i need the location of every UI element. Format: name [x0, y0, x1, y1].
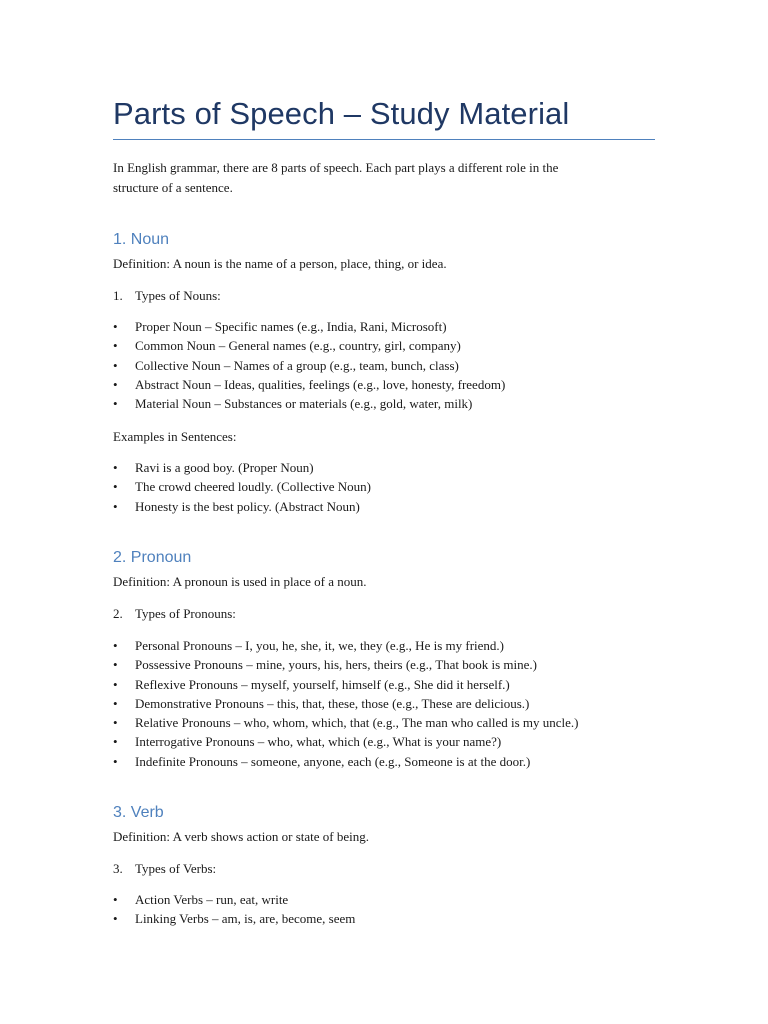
- verb-definition: Definition: A verb shows action or state of being.: [113, 829, 369, 844]
- list-item-text: Personal Pronouns – I, you, he, she, it, we, they (e.g., He is my friend.): [135, 638, 504, 653]
- list-item: [113, 655, 578, 674]
- list-number: 1.: [113, 288, 123, 303]
- noun-types-label: Types of Nouns:: [135, 288, 221, 303]
- list-item-text: Proper Noun – Specific names (e.g., India, Rani, Microsoft): [135, 319, 447, 334]
- list-number: 2.: [113, 606, 123, 621]
- title-underline-rule: [113, 139, 655, 140]
- list-item: [113, 675, 578, 694]
- bullet-icon: •: [113, 676, 118, 692]
- list-item-text: Collective Noun – Names of a group (e.g., team, bunch, class): [135, 357, 459, 373]
- noun-examples-list: [113, 458, 371, 516]
- verb-types-numbered-item: [113, 859, 216, 878]
- list-item: [113, 890, 355, 909]
- intro-paragraph-line-2: structure of a sentence.: [113, 180, 233, 195]
- document-title: Parts of Speech – Study Material: [113, 96, 570, 131]
- noun-definition: Definition: A noun is the name of a person, place, thing, or idea.: [113, 256, 447, 271]
- list-item: [113, 458, 371, 477]
- list-item-text: Material Noun – Substances or materials (e.g., gold, water, milk): [135, 396, 473, 412]
- bullet-icon: •: [113, 498, 118, 514]
- list-item-text: Abstract Noun – Ideas, qualities, feelings (e.g., love, honesty, freedom): [135, 376, 506, 392]
- list-item: [113, 636, 578, 655]
- list-item-text: Reflexive Pronouns – myself, yourself, himself (e.g., She did it herself.): [135, 676, 510, 692]
- bullet-icon: •: [113, 357, 118, 373]
- list-item: [113, 394, 505, 413]
- list-item-text: The crowd cheered loudly. (Collective Noun): [135, 479, 371, 495]
- list-item: [113, 336, 505, 355]
- list-item: [113, 375, 505, 394]
- list-item-text: Honesty is the best policy. (Abstract Noun): [135, 498, 360, 514]
- section-heading-noun: 1. Noun: [113, 231, 170, 248]
- bullet-icon: •: [113, 911, 118, 927]
- list-item-text: Linking Verbs – am, is, are, become, seem: [135, 911, 356, 927]
- bullet-icon: •: [113, 460, 118, 475]
- bullet-icon: •: [113, 376, 118, 392]
- bullet-icon: •: [113, 396, 118, 412]
- section-heading-verb: 3. Verb: [113, 804, 164, 821]
- pronoun-types-label: Types of Pronouns:: [135, 606, 236, 621]
- pronoun-types-numbered-item: [113, 604, 236, 623]
- list-item: [113, 909, 355, 928]
- verb-types-label: Types of Verbs:: [135, 861, 217, 876]
- list-item-text: Possessive Pronouns – mine, yours, his, hers, theirs (e.g., That book is mine.): [135, 657, 538, 673]
- list-item: [113, 732, 578, 751]
- list-item: [113, 477, 371, 496]
- bullet-icon: •: [113, 715, 118, 731]
- bullet-icon: •: [113, 892, 118, 907]
- pronoun-definition: Definition: A pronoun is used in place of a noun.: [113, 574, 367, 589]
- list-item: [113, 752, 578, 771]
- list-item-text: Common Noun – General names (e.g., country, girl, company): [135, 338, 461, 354]
- pronoun-types-list: [113, 636, 578, 771]
- list-item: [113, 356, 505, 375]
- bullet-icon: •: [113, 695, 118, 711]
- list-item: [113, 497, 371, 516]
- verb-types-list: [113, 890, 355, 929]
- list-item-text: Ravi is a good boy. (Proper Noun): [135, 460, 314, 475]
- list-item-text: Action Verbs – run, eat, write: [135, 892, 289, 907]
- list-number: 3.: [113, 861, 123, 876]
- bullet-icon: •: [113, 657, 118, 673]
- list-item-text: Relative Pronouns – who, whom, which, that (e.g., The man who called is my uncle.): [135, 715, 579, 731]
- bullet-icon: •: [113, 753, 118, 769]
- list-item-text: Interrogative Pronouns – who, what, which (e.g., What is your name?): [135, 734, 502, 750]
- section-heading-pronoun: 2. Pronoun: [113, 549, 192, 566]
- noun-examples-label: Examples in Sentences:: [113, 429, 237, 444]
- bullet-icon: •: [113, 734, 118, 750]
- noun-types-numbered-item: [113, 286, 221, 305]
- bullet-icon: •: [113, 638, 118, 653]
- list-item: [113, 694, 578, 713]
- bullet-icon: •: [113, 319, 118, 334]
- list-item: [113, 317, 505, 336]
- list-item: [113, 713, 578, 732]
- list-item-text: Demonstrative Pronouns – this, that, these, those (e.g., These are delicious.): [135, 695, 530, 711]
- bullet-icon: •: [113, 479, 118, 495]
- list-item-text: Indefinite Pronouns – someone, anyone, each (e.g., Someone is at the door.): [135, 753, 531, 769]
- intro-paragraph-line-1: In English grammar, there are 8 parts of speech. Each part plays a different role in the: [113, 160, 559, 175]
- noun-types-list: [113, 317, 505, 413]
- bullet-icon: •: [113, 338, 118, 354]
